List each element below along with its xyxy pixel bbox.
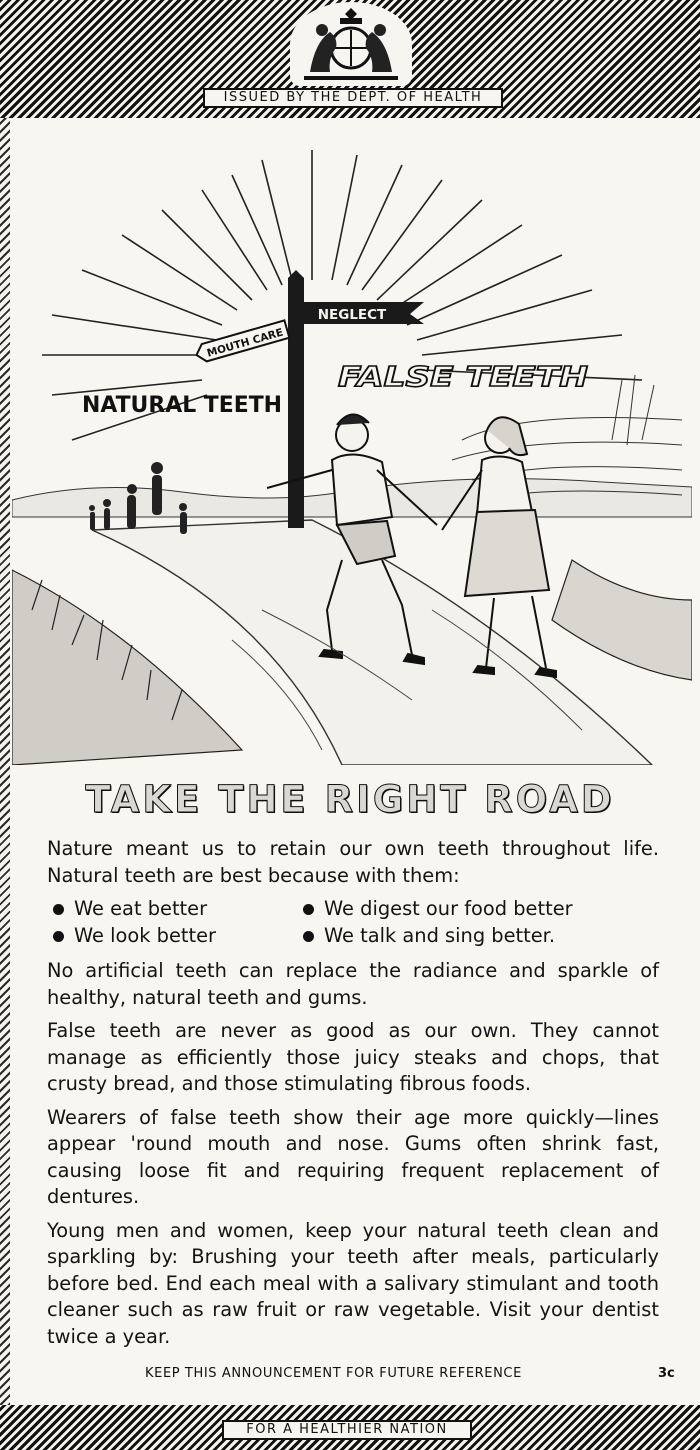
age-paragraph: Wearers of false teeth show their age more quickly—lines appear 'round mouth and nose. Gums often shrink fast, causing loose fit and requiring frequent replacement of dentures. [47, 1105, 659, 1208]
false-teeth-label: FALSE TEETH [338, 360, 588, 393]
bullet-icon [53, 904, 64, 915]
crossroads-illustration [12, 140, 692, 765]
list-item [297, 896, 657, 923]
advice-paragraph: Young men and women, keep your natural teeth clean and sparkling by: Brushing your teeth after meals, particularly before bed. End each meal with a salivary stimulant and tooth cleaner such as raw fruit or raw vegetable. Visit your dentist twice a year. [47, 1218, 659, 1348]
article-body [47, 836, 659, 1357]
bullet-icon [53, 931, 64, 942]
benefit-text: We talk and sing better. [324, 924, 556, 948]
bullet-icon [303, 904, 314, 915]
bullet-icon [303, 931, 314, 942]
benefit-text: We look better [74, 924, 216, 948]
left-hatched-border [0, 118, 10, 1405]
false-teeth-paragraph: False teeth are never as good as our own. They cannot manage as efficiently those juicy steaks and chops, that crusty bread, and those stimulating fibrous foods. [47, 1019, 659, 1095]
headline [40, 778, 660, 821]
list-item [297, 923, 657, 950]
natural-teeth-label: NATURAL TEETH [82, 393, 282, 418]
reference-note: KEEP THIS ANNOUNCEMENT FOR FUTURE REFERENCE [145, 1366, 522, 1381]
slogan-label: FOR A HEALTHIER NATION [222, 1420, 472, 1440]
headline-text: TAKE THE RIGHT ROAD [85, 778, 615, 821]
issuer-label: ISSUED BY THE DEPT. OF HEALTH [203, 88, 503, 108]
list-item [47, 896, 297, 923]
benefits-list [47, 896, 659, 950]
code-label: 3c [658, 1366, 675, 1381]
royal-coat-of-arms-icon [290, 2, 412, 86]
radiance-paragraph: No artificial teeth can replace the radiance and sparkle of healthy, natural teeth and gums. [47, 959, 659, 1009]
neglect-sign: NEGLECT [317, 307, 387, 323]
list-item [47, 923, 297, 950]
mouth-care-sign: MOUTH CARE [205, 326, 285, 360]
benefit-text: We eat better [74, 897, 208, 921]
intro-paragraph: Nature meant us to retain our own teeth throughout life. Natural teeth are best because with them: [47, 837, 659, 887]
benefit-text: We digest our food better [324, 897, 573, 921]
